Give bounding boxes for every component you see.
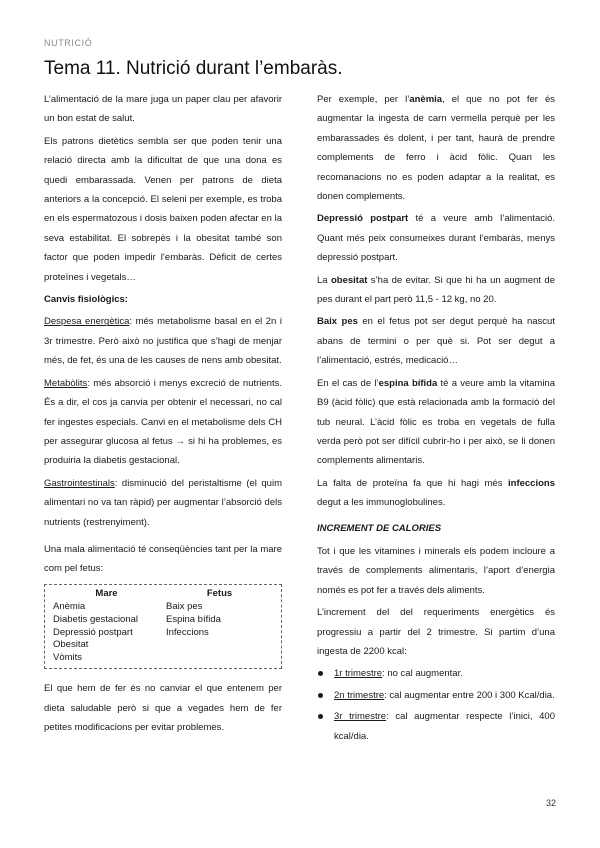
fetus-header: Fetus [206,587,233,599]
mother-header: Mare [95,587,118,599]
metabolites-term: Metabòlits [44,377,88,389]
dietary-patterns-paragraph: Els patrons dietètics sembla ser que poden tenir una relació directa amb la dificultat de que una dona es quedi embarassada. Venen per patrons de dieta anteriors a la concepció. El seleni per exemple, es troba en els espermatozous i dosis baixen poden afectar en la seva estabilitat. El sobrepès i la obesitat també son factor que poden impedir l’embaràs. Dèficit de certes proteïnes i vegetals… [44,135,282,283]
fetus-item: Espina bífida [166,613,221,625]
postpartum-depression-paragraph: Depressió postpart té a veure amb l’alimentació. Quant més peix consumeixes durant l’embaràs, menys depressió postpart. [317,213,556,264]
energy-expenditure-paragraph: Despesa energètica: més metabolisme basal en el 2n i 3r trimestre. Però això no justifica que s’hagi de menjar més, de fet, és una de les causes de nens amb obesitat. [44,316,282,367]
physiological-changes-heading: Canvis fisiològics: [44,294,128,306]
page-number: 32 [545,798,556,808]
intro-paragraph: L’alimentació de la mare juga un paper clau per afavorir un bon estat de salut. [44,94,282,125]
fetus-item: Baix pes [166,601,203,613]
calorie-paragraph-2: L’increment del del requeriments energètics és progressiu a partir del 2 trimestre. Si partim d’una ingesta de 2200 kcal: [317,607,555,657]
closing-paragraph: El que hem de fer és no canviar el que entenem per dieta saludable però si que a vegades hem de fer petites modificacions per evitar problemes. [44,683,282,734]
gastro-term: Gastrointestinals [44,477,115,489]
spina-bifida-paragraph: En el cas de l’espina bífida té a veure amb la vitamina B9 (àcid fòlic) que està relacionada amb la formació del tub neural. L’àcid fòlic es troba en vegetals de fulla verda però pot ser difícil cubrir-ho i per això, se li donen complements alimentaris. [317,377,555,467]
list-item: 1r trimestre: no cal augmentar. [317,664,555,683]
consequences-table [44,584,282,670]
fetus-item: Infeccions [166,626,209,638]
list-item: 3r trimestre: cal augmentar respecte l’inici, 400 kcal/dia. [317,707,555,746]
mother-item: Anèmia [53,601,86,613]
obesity-paragraph: La obesitat s’ha de evitar. Si que hi ha un augment de pes durant el part però 11,5 - 12 kg, no 20. [317,274,555,306]
anemia-paragraph: Per exemple, per l’anèmia, el que no pot fer és augmentar la ingesta de carn vermella perquè per les embarassades és dolent, i per tant, haurà de prendre complements de ferro i àcid fòlic. Quan les recomanacions no es poden adaptar a la realitat, es donen complements. [317,94,555,203]
fetus-column [160,588,273,665]
metabolites-paragraph: Metabòlits: més absorció i menys excreció de nutrients. És a dir, el cos ja canvia per obtenir el necessari, no cal fer ingestes especials. Canvi en el metabolisme dels CH per assegurar glucosa al fetus → si hi ha problemes, es produiria la diabetis gestacional. [44,377,282,467]
low-weight-paragraph: Baix pes en el fetus pot ser degut perquè ha nascut abans de termini o per què si. Pot ser degut a l’alimentació, estrés, medicació… [317,316,555,367]
infections-paragraph: La falta de proteïna fa que hi hagi més infeccions degut a les immunoglobulines. [317,477,555,509]
mother-column [53,588,160,665]
right-column [317,90,555,748]
left-column [44,90,282,741]
calorie-increase-heading: INCREMENT DE CALORIES [317,522,442,534]
mother-item: Obesitat [53,639,89,651]
page-title: Tema 11. Nutrició durant l’embaràs. [44,58,343,79]
trimester-list [317,664,555,746]
mother-item: Diabetis gestacional [53,613,139,625]
header-label: NUTRICIÓ [44,38,93,48]
calorie-paragraph-1: Tot i que les vitamines i minerals els podem incloure a través de complements alimentaris, l’aport d’energia només es pot fer a través dels aliments. [317,545,555,596]
mother-item: Vòmits [53,651,83,663]
bad-diet-paragraph: Una mala alimentació té conseqüències tant per la mare com pel fetus: [44,543,282,575]
mother-item: Depressió postpart [53,626,133,638]
energy-term: Despesa energètica [44,316,130,328]
list-item: 2n trimestre: cal augmentar entre 200 i 300 Kcal/dia. [317,686,555,705]
gastrointestinal-paragraph: Gastrointestinals: disminució del peristaltisme (el quim alimentari no va tan ràpid) per augmentar l’absorció dels nutrients (restrenyiment). [44,477,282,528]
